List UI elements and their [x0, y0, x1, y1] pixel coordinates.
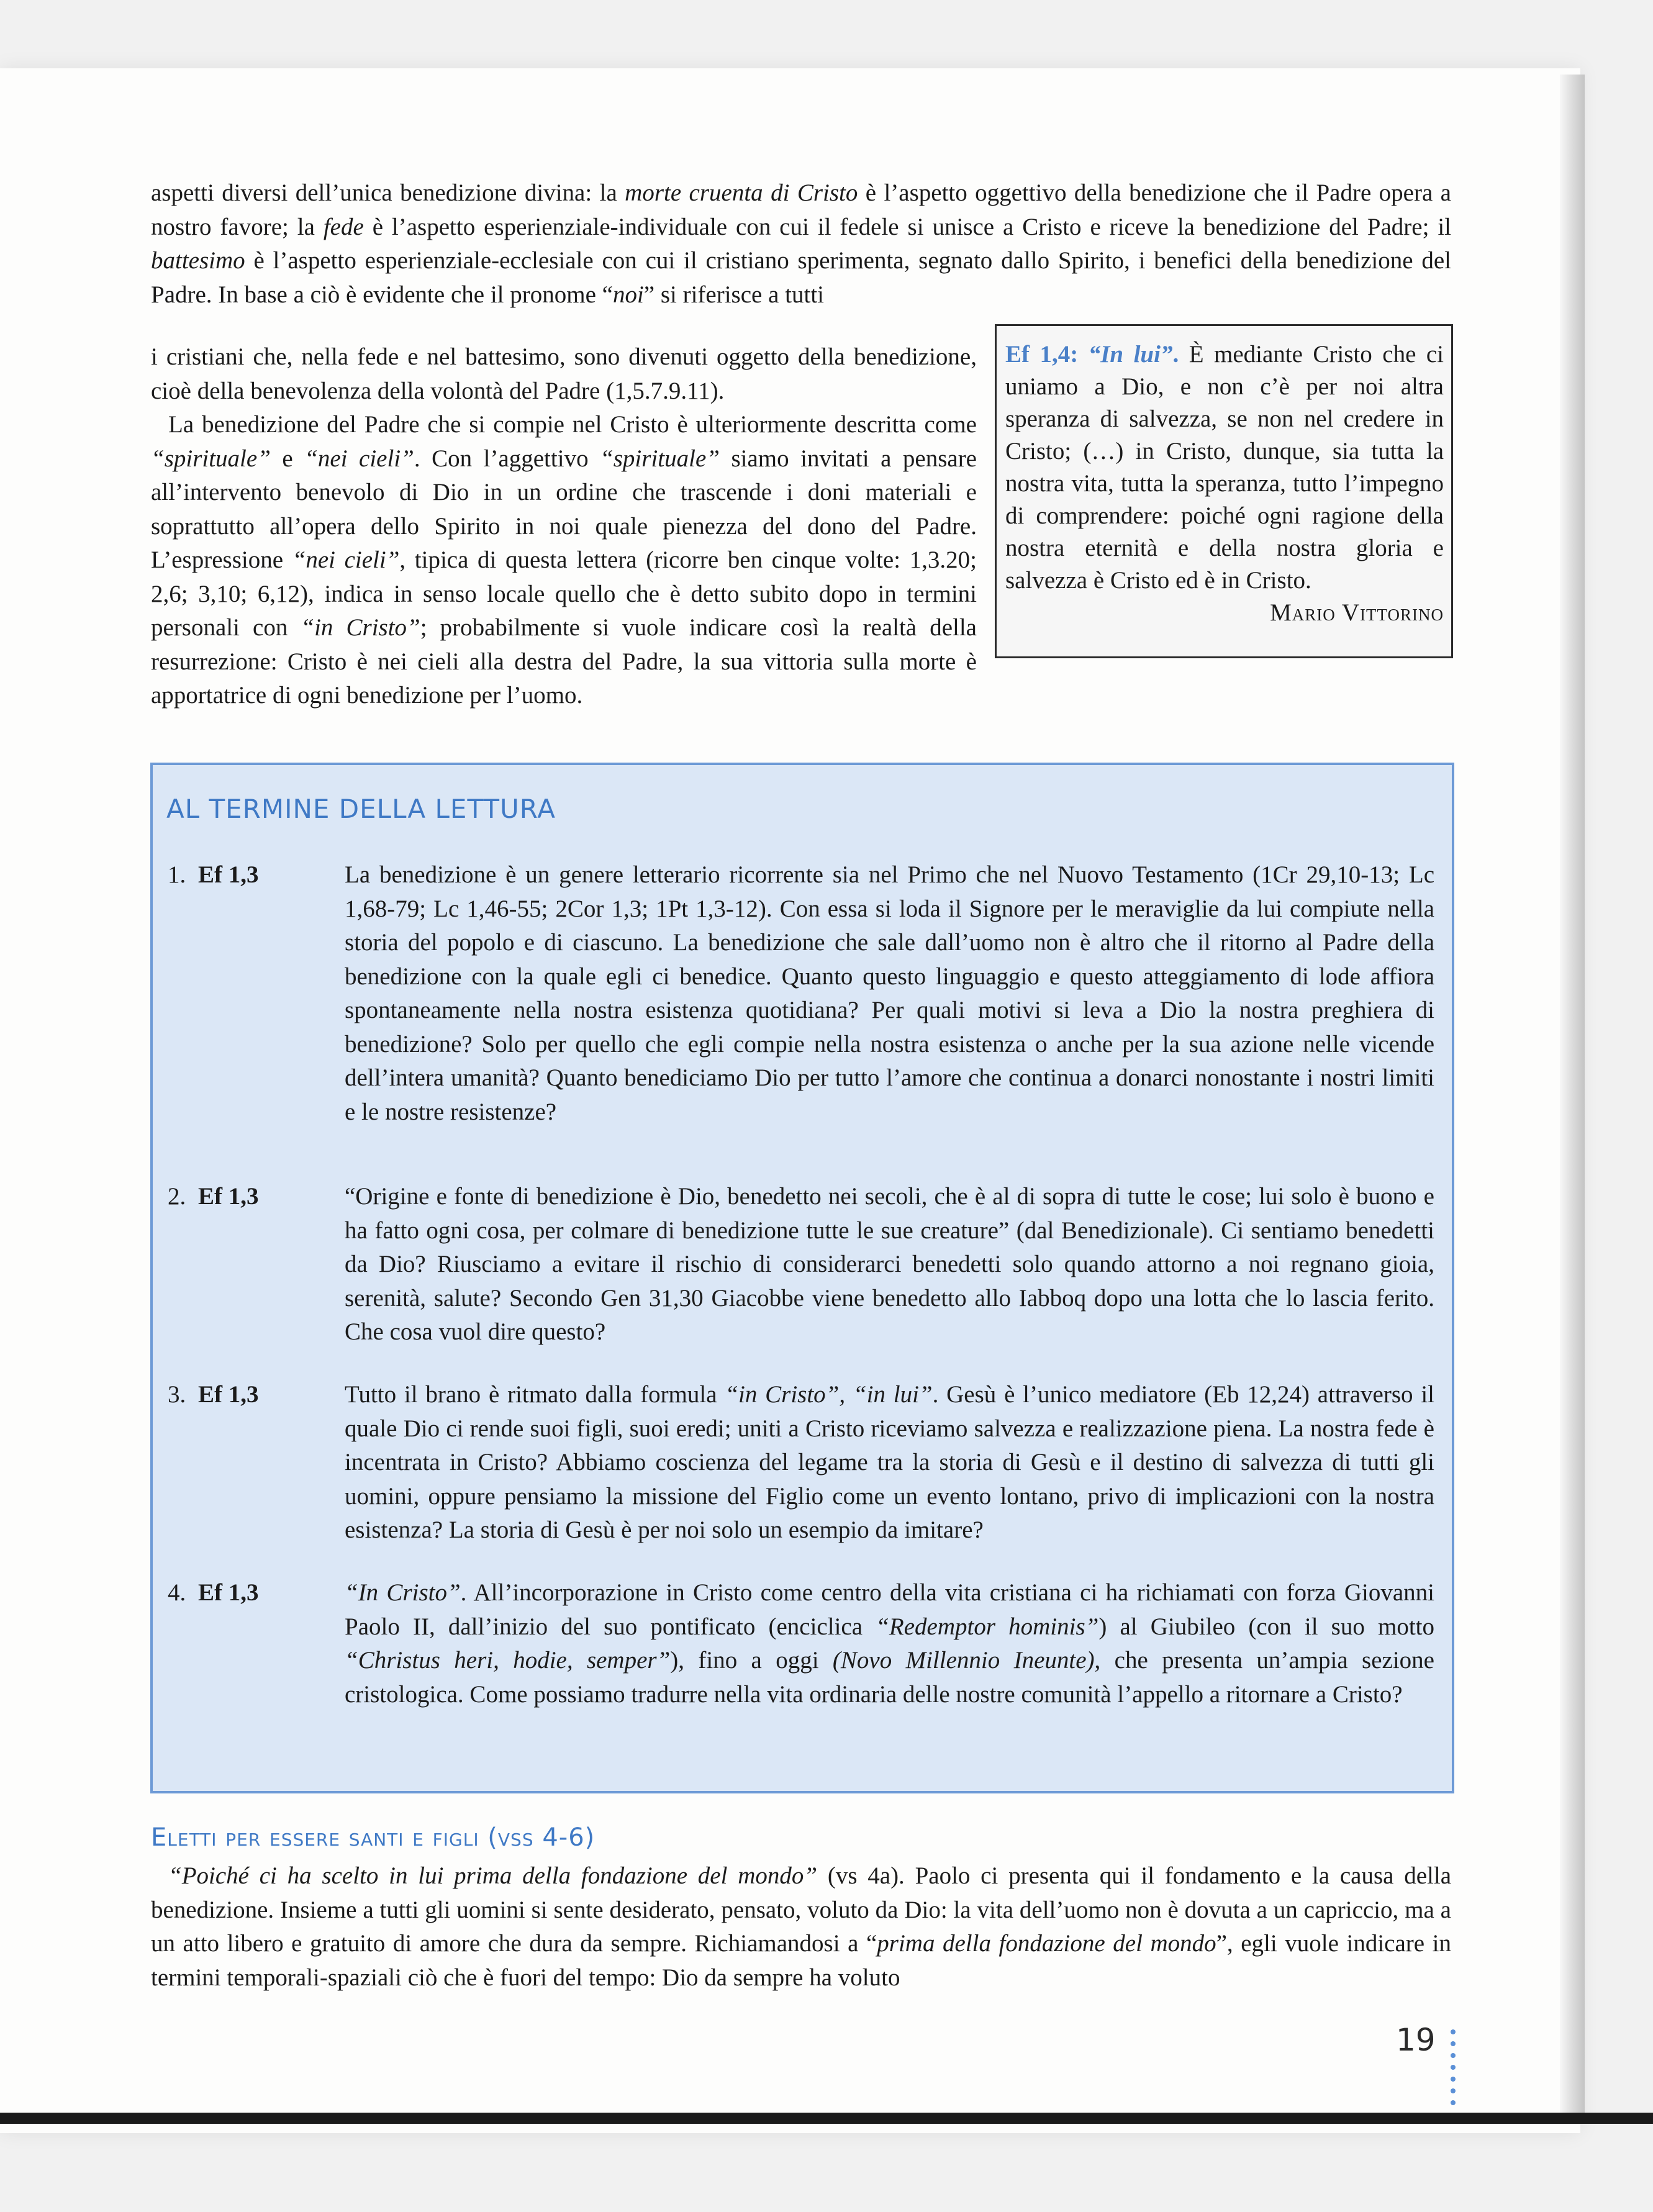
- page-number-dots: [1449, 2029, 1457, 2123]
- sidebar-author: Mario Vittorino: [1270, 599, 1444, 626]
- sidebar-reference: Ef 1,4: “In lui”.: [1005, 341, 1179, 368]
- section-heading: Eletti per essere santi e figli (vss 4-6): [151, 1823, 596, 1852]
- question-item: 1. Ef 1,3 La benedizione è un genere letterario ricorrente sia nel Primo che nel Nuovo Testamento (1Cr 29,10-13; Lc 1,68-79; Lc 1,46-55; 2Cor 1,3; 1Pt 1,3-12). Con essa si loda il Signore per le meraviglie da lui compiute nella storia del popolo e di ciascuno. La benedizione che sale dall’uomo non è altro che il ritorno al Padre della benedizione con la quale egli ci benedice. Quanto questo linguaggio e questo atteggiamento di lode affiora spontaneamente nella nostra esistenza quotidiana? Per quali motivi si leva a Dio la nostra preghiera di benedizione? Solo per quello che egli compie nella nostra esistenza o anche per la sua azione nelle vicende dell’intera umanità? Quanto benediciamo Dio per tutto l’amore che continua a donarci nonostante i nostri limiti e le nostre resistenze?: [168, 861, 1434, 1125]
- reading-questions-box: [150, 763, 1454, 1793]
- intro-paragraph: aspetti diversi dell’unica benedizione divina: la morte cruenta di Cristo è l’aspetto oggettivo della benedizione che il Padre opera a nostro favore; la fede è l’aspetto esperienziale-individuale con cui il fedele si unisce a Cristo e riceve la benedizione del Padre; il battesimo è l’aspetto esperienziale-ecclesiale con cui il cristiano sperimenta, segnato dallo Spirito, i benefici della benedizione del Padre. In base a ciò è evidente che il pronome “noi” si riferisce a tutti: [151, 179, 1451, 308]
- page-number: 19: [1396, 2022, 1436, 2058]
- sidebar-quote: Ef 1,4: “In lui”. È mediante Cristo che ci uniamo a Dio, e non c’è per noi altra speranza di salvezza, se non nel credere in Cristo; (…) in Cristo, dunque, sia tutta la nostra vita, tutta la speranza, tutto l’impegno di comprendere: poiché ogni ragione della nostra eternità e della nostra gloria e salvezza è Cristo ed è in Cristo.: [1005, 341, 1444, 594]
- paragraph: La benedizione del Padre che si compie nel Cristo è ulteriormente descritta come “spirituale” e “nei cieli”. Con l’aggettivo “spirituale” siamo invitati a pensare all’intervento benevolo di Dio in un ordine che trascende i doni materiali e soprattutto all’opera dello Spirito in noi quale pienezza del dono del Padre. L’espressione “nei cieli”, tipica di questa lettera (ricorre ben cinque volte: 1,3.20; 2,6; 3,10; 6,12), indica in senso locale quello che è detto subito dopo in termini personali con “in Cristo”; probabilmente si vuole indicare così la realtà della resurrezione: Cristo è nei cieli alla destra del Padre, la sua vittoria sulla morte è apportatrice di ogni benedizione per l’uomo.: [151, 411, 977, 709]
- book-bottom-edge: [0, 2113, 1653, 2124]
- page-edge: [1560, 75, 1585, 2124]
- question-item: 4. Ef 1,3 “In Cristo”. All’incorporazione in Cristo come centro della vita cristiana ci ha richiamati con forza Giovanni Paolo II, dall’inizio del suo pontificato (enciclica “Redemptor hominis”) al Giubileo (con il suo motto “Christus heri, hodie, semper”), fino a oggi (Novo Millennio Ineunte), che presenta un’ampia sezione cristologica. Come possiamo tradurre nella vita ordinaria delle nostre comunità l’appello a ritornare a Cristo?: [168, 1579, 1435, 1708]
- question-item: 2. Ef 1,3 “Origine e fonte di benedizione è Dio, benedetto nei secoli, che è al di sopra di tutte le cose; lui solo è buono e ha fatto ogni cosa, per colmare di benedizione tutte le sue creature” (dal Benedizionale). Ci sentiamo benedetti da Dio? Riusciamo a evitare il rischio di considerarci benedetti solo quando attorno a noi regnano gioia, serenità, salute? Secondo Gen 31,30 Giacobbe viene benedetto allo Iabboq dopo una lotta che lo lascia ferito. Che cosa vuol dire questo?: [168, 1183, 1434, 1345]
- quote-sidebar: [995, 324, 1453, 658]
- questions-title: AL TERMINE DELLA LETTURA: [166, 794, 556, 824]
- left-column-text: [151, 340, 977, 713]
- question-item: 3. Ef 1,3 Tutto il brano è ritmato dalla formula “in Cristo”, “in lui”. Gesù è l’unico mediatore (Eb 12,24) attraverso il quale Dio ci rende suoi figli, suoi eredi; uniti a Cristo riceviamo salvezza e realizzazione piena. La nostra fede è incentrata in Cristo? Abbiamo coscienza del legame tra la storia di Gesù e il destino di salvezza di tutti gli uomini, oppure pensiamo la missione del Figlio come un evento lontano, privo di implicazioni con la nostra esistenza? La storia di Gesù è per noi solo un esempio da imitare?: [168, 1381, 1434, 1543]
- paragraph: i cristiani che, nella fede e nel battesimo, sono divenuti oggetto della benedizione, cioè della benevolenza della volontà del Padre (1,5.7.9.11).: [151, 343, 977, 404]
- section-body-text: “Poiché ci ha scelto in lui prima della fondazione del mondo” (vs 4a). Paolo ci presenta qui il fondamento e la causa della benedizione. Insieme a tutti gli uomini si sente desiderato, pensato, voluto da Dio: la vita dell’uomo non è dovuta a un capriccio, ma a un atto libero e gratuito di amore che dura da sempre. Richiamandosi a “prima della fondazione del mondo”, egli vuole indicare in termini temporali-spaziali ciò che è fuori del tempo: Dio da sempre ha voluto: [151, 1862, 1452, 1991]
